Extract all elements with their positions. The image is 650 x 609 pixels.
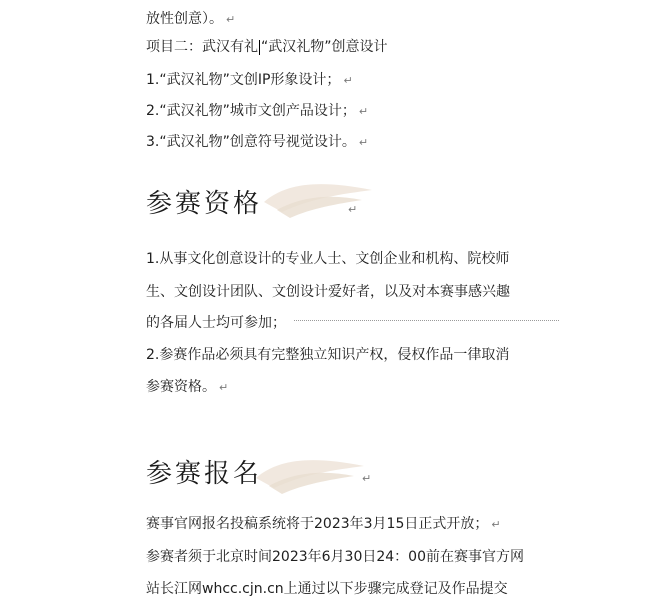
paragraph-mark-icon: ↵ [358, 105, 369, 118]
text-line-content: 1.从事文化创意设计的专业人士、文创企业和机构、院校师 [146, 251, 510, 267]
text-line [146, 580, 508, 598]
paragraph-mark-icon: ↵ [358, 136, 369, 149]
text-line [146, 314, 559, 332]
project-title-part2: “武汉礼物”创意设计 [261, 39, 388, 55]
text-line [146, 10, 235, 29]
text-line-content: 参赛资格。 [146, 379, 216, 395]
paragraph-mark-icon: ↵ [226, 13, 236, 26]
text-line [146, 515, 501, 534]
paragraph-mark-icon: ↵ [491, 518, 501, 531]
text-line-content: 参赛者须于北京时间2023年6月30日24：00前在赛事官方网 [146, 549, 524, 565]
paragraph-mark-icon: ↵ [348, 203, 358, 216]
brush-stroke-decoration-icon [262, 172, 382, 222]
list-item-text: 1.“武汉礼物”文创IP形象设计； [146, 72, 341, 88]
paragraph-mark-icon: ↵ [343, 74, 353, 87]
brush-stroke-decoration-icon [254, 448, 374, 498]
project-title-part1: 项目二：武汉有礼 [146, 39, 258, 55]
list-item [146, 71, 353, 90]
list-item [146, 133, 368, 152]
project-two-title [146, 38, 388, 56]
paragraph-mark-icon: ↵ [362, 472, 372, 485]
text-line [146, 548, 524, 566]
list-item [146, 102, 368, 121]
text-line-content: 生、文创设计团队、文创设计爱好者，以及对本赛事感兴趣 [146, 284, 510, 300]
text-line-content: 2.参赛作品必须具有完整独立知识产权，侵权作品一律取消 [146, 347, 510, 363]
list-item-text: 2.“武汉礼物”城市文创产品设计； [146, 103, 356, 119]
text-line-content: 的各届人士均可参加； [146, 315, 286, 331]
text-cursor [259, 40, 260, 55]
section-heading-registration: 参赛报名 [146, 459, 263, 489]
text-line [146, 346, 509, 364]
text-line [146, 283, 510, 301]
text-fragment: 放性创意）。 [146, 11, 223, 27]
text-line [146, 378, 228, 397]
list-item-text: 3.“武汉礼物”创意符号视觉设计。 [146, 134, 356, 150]
text-line [146, 250, 509, 268]
justification-dots [294, 320, 559, 321]
section-heading-eligibility: 参赛资格 [146, 189, 263, 219]
text-line-content: 赛事官网报名投稿系统将于2023年3月15日正式开放； [146, 516, 489, 532]
text-line-content: 站长江网whcc.cjn.cn上通过以下步骤完成登记及作品提交 [146, 581, 508, 597]
paragraph-mark-icon: ↵ [219, 381, 229, 394]
